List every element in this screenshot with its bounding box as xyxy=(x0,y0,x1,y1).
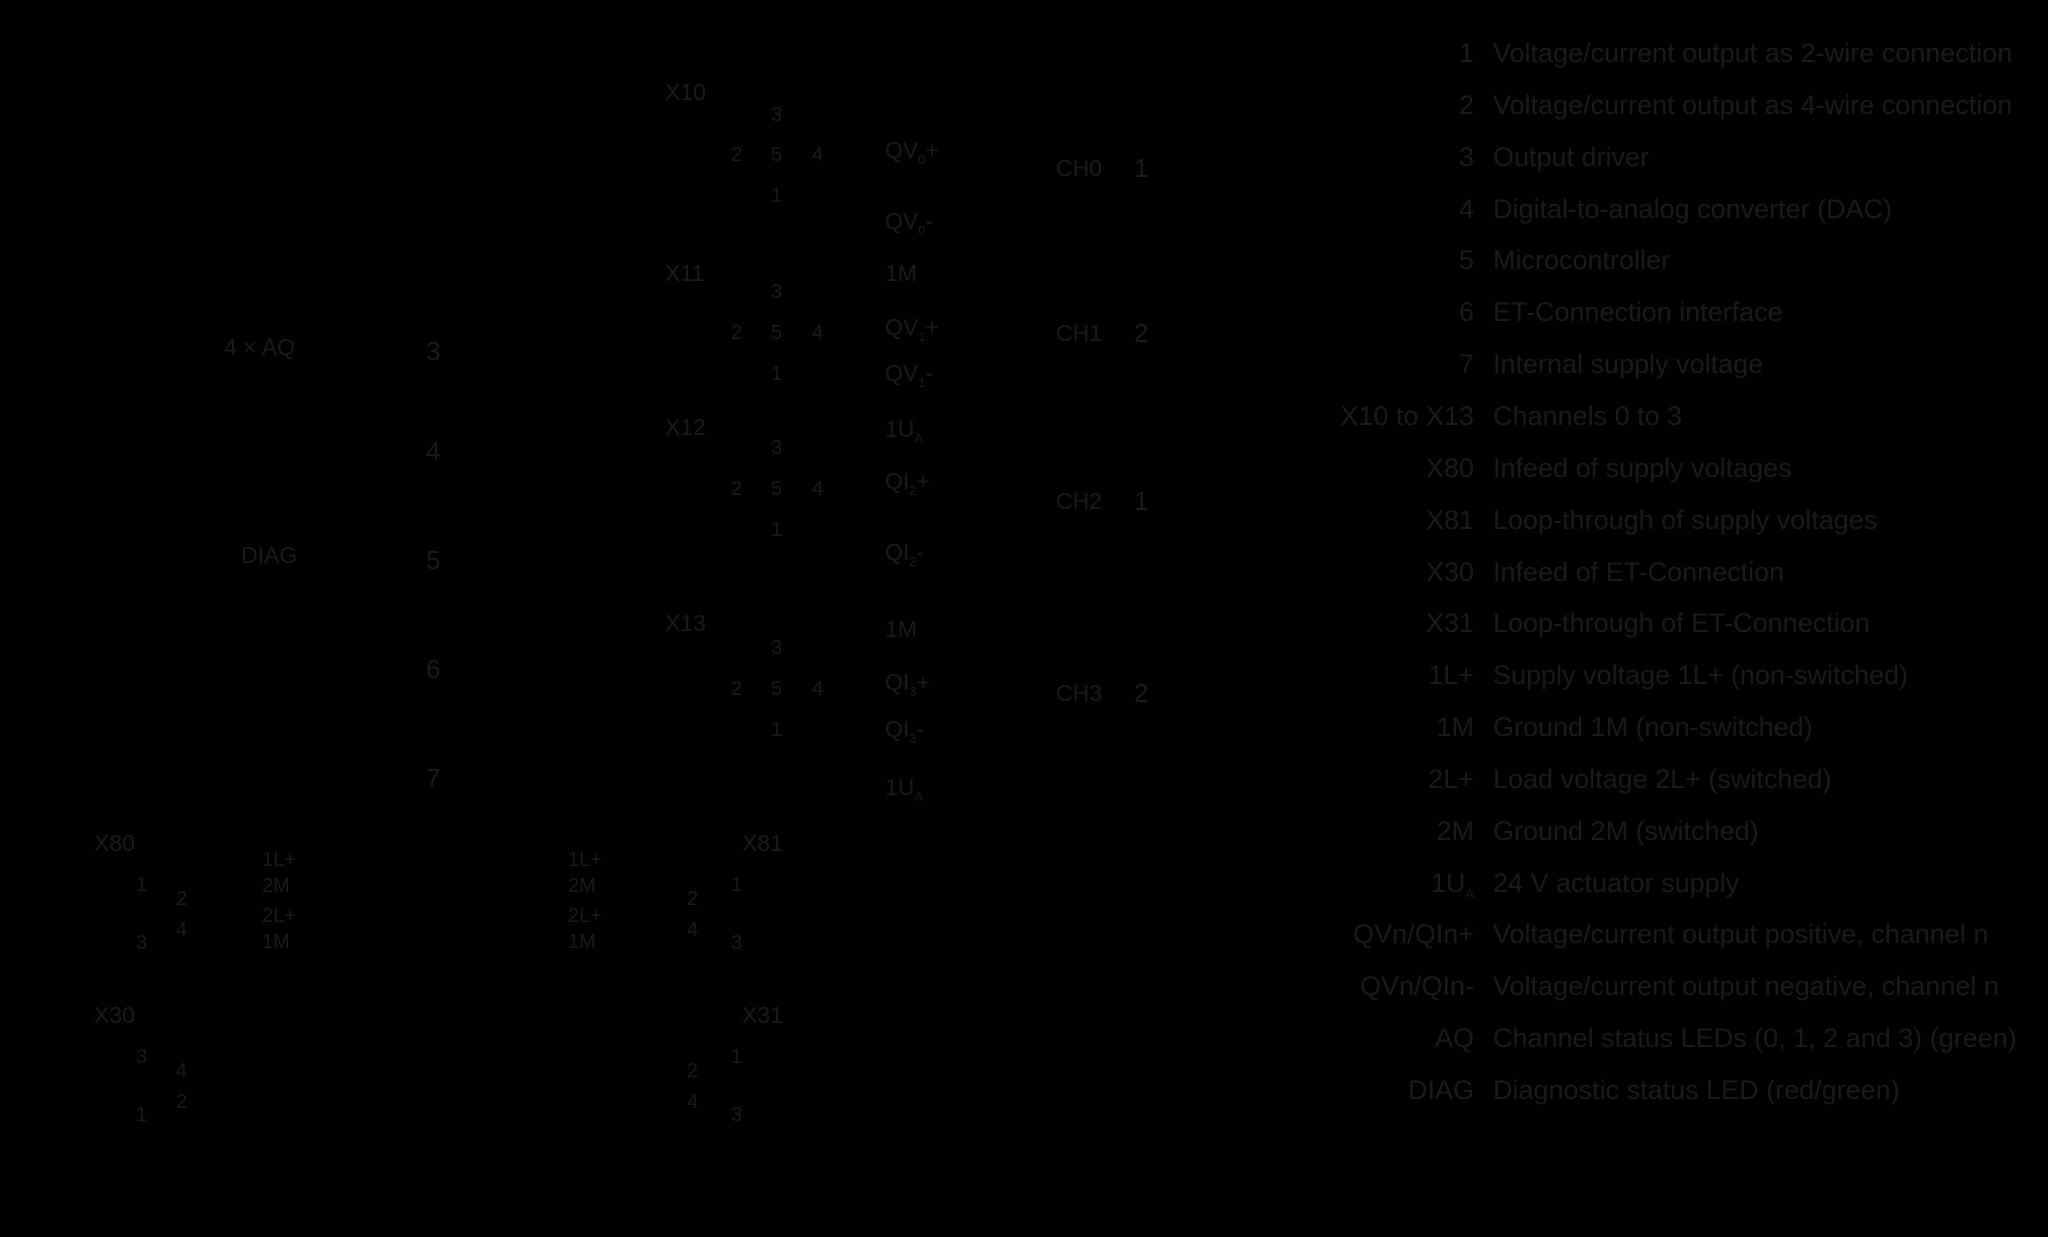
connector-x80-label: X80 xyxy=(94,830,135,856)
legend-key: 4 xyxy=(1458,194,1474,224)
connector-x11-pin: 3 xyxy=(771,281,783,303)
connector-x12-pin: 4 xyxy=(812,478,824,500)
legend-key: QVn/QIn- xyxy=(1359,971,1474,1001)
signal-1m: 1M xyxy=(885,616,917,642)
legend-description: Voltage/current output positive, channel n xyxy=(1493,919,1989,949)
x81-signal: 1M xyxy=(568,931,596,953)
x81-signal: 1L+ xyxy=(568,849,602,871)
connector-x12-pin: 5 xyxy=(771,478,783,500)
legend-key: 6 xyxy=(1458,297,1474,327)
connector-x31-pin: 4 xyxy=(687,1091,699,1113)
connector-x80-pin: 1 xyxy=(136,874,148,896)
connector-x11-label: X11 xyxy=(665,260,705,286)
channel-ch2-wiring-number: 1 xyxy=(1134,486,1149,516)
signal-1m: 1M xyxy=(885,260,917,286)
block-number-et-connection: 6 xyxy=(426,654,441,684)
block-number-supply: 7 xyxy=(426,763,441,793)
connector-x10-pin: 2 xyxy=(731,144,743,166)
signal-qi3-minus: $QI_3-$ xyxy=(885,716,925,746)
legend-description: Loop-through of supply voltages xyxy=(1493,505,1878,535)
legend-key: 1M xyxy=(1436,712,1474,742)
legend-key: QVn/QIn+ xyxy=(1353,919,1474,949)
legend-description: Voltage/current output negative, channel n xyxy=(1493,971,1999,1001)
connector-x81-pin: 4 xyxy=(687,919,699,941)
legend-key: 2L+ xyxy=(1428,764,1474,794)
block-number-microcontroller: 5 xyxy=(426,545,441,575)
block-number-dac: 4 xyxy=(426,436,441,466)
channel-ch1-label: CH1 xyxy=(1056,320,1103,346)
legend-description: Load voltage 2L+ (switched) xyxy=(1493,764,1832,794)
legend-key: $1U_A$ xyxy=(1430,868,1474,901)
connector-x31-label: X31 xyxy=(742,1002,783,1028)
connector-x30-label: X30 xyxy=(94,1002,135,1028)
legend-description: Infeed of supply voltages xyxy=(1493,453,1792,483)
legend-description: Microcontroller xyxy=(1493,245,1671,275)
x80-signal: 1L+ xyxy=(262,849,296,871)
signal-qv0-plus: $QV_0+$ xyxy=(885,137,939,167)
connector-x13-pin: 1 xyxy=(771,719,783,741)
legend-description: Channels 0 to 3 xyxy=(1493,401,1683,431)
legend-key: X30 xyxy=(1425,557,1474,587)
signal-qv1-plus: $QV_1+$ xyxy=(885,314,939,344)
x81-signal: 2L+ xyxy=(568,905,602,927)
connector-x11-pin: 2 xyxy=(731,322,743,344)
connector-x81-pin: 2 xyxy=(687,888,699,910)
legend-key: X80 xyxy=(1425,453,1474,483)
connector-x13-pin: 5 xyxy=(771,678,783,700)
channel-ch0-wiring-number: 1 xyxy=(1134,153,1149,183)
connector-x30-pin: 3 xyxy=(136,1046,148,1068)
legend-description: Supply voltage 1L+ (non-switched) xyxy=(1493,660,1908,690)
connector-x80-pin: 2 xyxy=(176,888,188,910)
legend-key: AQ xyxy=(1434,1023,1474,1053)
connector-x11-pin: 5 xyxy=(771,322,783,344)
x80-signal: 1M xyxy=(262,931,290,953)
legend-key: X31 xyxy=(1425,608,1474,638)
connector-x81-label: X81 xyxy=(742,830,783,856)
signal-qv0-minus: $QV_0-$ xyxy=(885,208,934,238)
legend-description: Voltage/current output as 2-wire connection xyxy=(1493,38,2013,68)
connector-x11-pin: 4 xyxy=(812,322,824,344)
legend-key: X81 xyxy=(1425,505,1474,535)
connector-x10-pin: 3 xyxy=(771,104,783,126)
legend-description: Ground 2M (switched) xyxy=(1493,816,1759,846)
connector-x80-pin: 4 xyxy=(176,919,188,941)
legend-description: Output driver xyxy=(1493,142,1650,172)
legend-key: 1 xyxy=(1458,38,1474,68)
legend-description: Ground 1M (non-switched) xyxy=(1493,712,1813,742)
signal-qv1-minus: $QV_1-$ xyxy=(885,360,934,390)
legend-key: 2 xyxy=(1458,90,1474,120)
connector-x11-pin: 1 xyxy=(771,363,783,385)
connector-x12-pin: 1 xyxy=(771,519,783,541)
connector-x12-pin: 3 xyxy=(771,437,783,459)
connector-x12-label: X12 xyxy=(665,414,706,440)
legend-description: Diagnostic status LED (red/green) xyxy=(1493,1075,1900,1105)
connector-x10-pin: 4 xyxy=(812,144,824,166)
signal-1ua: $1U_A$ xyxy=(885,416,924,446)
connector-x31-pin: 1 xyxy=(731,1046,743,1068)
connector-x13-label: X13 xyxy=(665,610,706,636)
legend-description: Digital-to-analog converter (DAC) xyxy=(1493,194,1893,224)
connector-x30-pin: 4 xyxy=(176,1060,188,1082)
connector-x10-label: X10 xyxy=(665,79,706,105)
legend-key: 1L+ xyxy=(1428,660,1474,690)
signal-qi3-plus: $QI_3+$ xyxy=(885,669,930,699)
legend-key: 7 xyxy=(1458,349,1474,379)
signal-1ua: $1U_A$ xyxy=(885,774,924,804)
channel-ch3-wiring-number: 2 xyxy=(1134,678,1149,708)
connector-x13-pin: 4 xyxy=(812,678,824,700)
connector-x80-pin: 3 xyxy=(136,932,148,954)
connector-x30-pin: 2 xyxy=(176,1091,188,1113)
legend-description: Internal supply voltage xyxy=(1493,349,1764,379)
channel-ch3-label: CH3 xyxy=(1056,680,1103,706)
x81-signal: 2M xyxy=(568,875,596,897)
connector-x31-pin: 2 xyxy=(687,1060,699,1082)
legend-key: 5 xyxy=(1458,245,1474,275)
aq-led-label: 4 × AQ xyxy=(224,334,295,360)
x80-signal: 2M xyxy=(262,875,290,897)
connector-x81-pin: 3 xyxy=(731,932,743,954)
connector-x31-pin: 3 xyxy=(731,1104,743,1126)
connector-x13-pin: 3 xyxy=(771,637,783,659)
legend-key: X10 to X13 xyxy=(1340,401,1474,431)
legend-description: Loop-through of ET-Connection xyxy=(1493,608,1870,638)
legend-description: Voltage/current output as 4-wire connection xyxy=(1493,90,2013,120)
x80-signal: 2L+ xyxy=(262,905,296,927)
connector-x10-pin: 5 xyxy=(771,144,783,166)
channel-ch2-label: CH2 xyxy=(1056,488,1103,514)
connector-x10-pin: 1 xyxy=(771,185,783,207)
channel-ch1-wiring-number: 2 xyxy=(1134,318,1149,348)
signal-qi2-plus: $QI_2+$ xyxy=(885,468,930,498)
diag-led-label: DIAG xyxy=(241,542,298,568)
channel-ch0-label: CH0 xyxy=(1056,155,1103,181)
legend-description: Infeed of ET-Connection xyxy=(1493,557,1785,587)
connector-x12-pin: 2 xyxy=(731,478,743,500)
block-number-output-driver: 3 xyxy=(426,336,441,366)
signal-qi2-minus: $QI_2-$ xyxy=(885,539,925,569)
legend-key: 3 xyxy=(1458,142,1474,172)
legend-description: Channel status LEDs (0, 1, 2 and 3) (green) xyxy=(1493,1023,2017,1053)
legend-description: ET-Connection interface xyxy=(1493,297,1783,327)
connector-x30-pin: 1 xyxy=(136,1104,148,1126)
connector-x81-pin: 1 xyxy=(731,874,743,896)
legend-key: 2M xyxy=(1436,816,1474,846)
legend-key: DIAG xyxy=(1407,1075,1474,1105)
connector-x13-pin: 2 xyxy=(731,678,743,700)
legend-description: 24 V actuator supply xyxy=(1493,868,1740,898)
